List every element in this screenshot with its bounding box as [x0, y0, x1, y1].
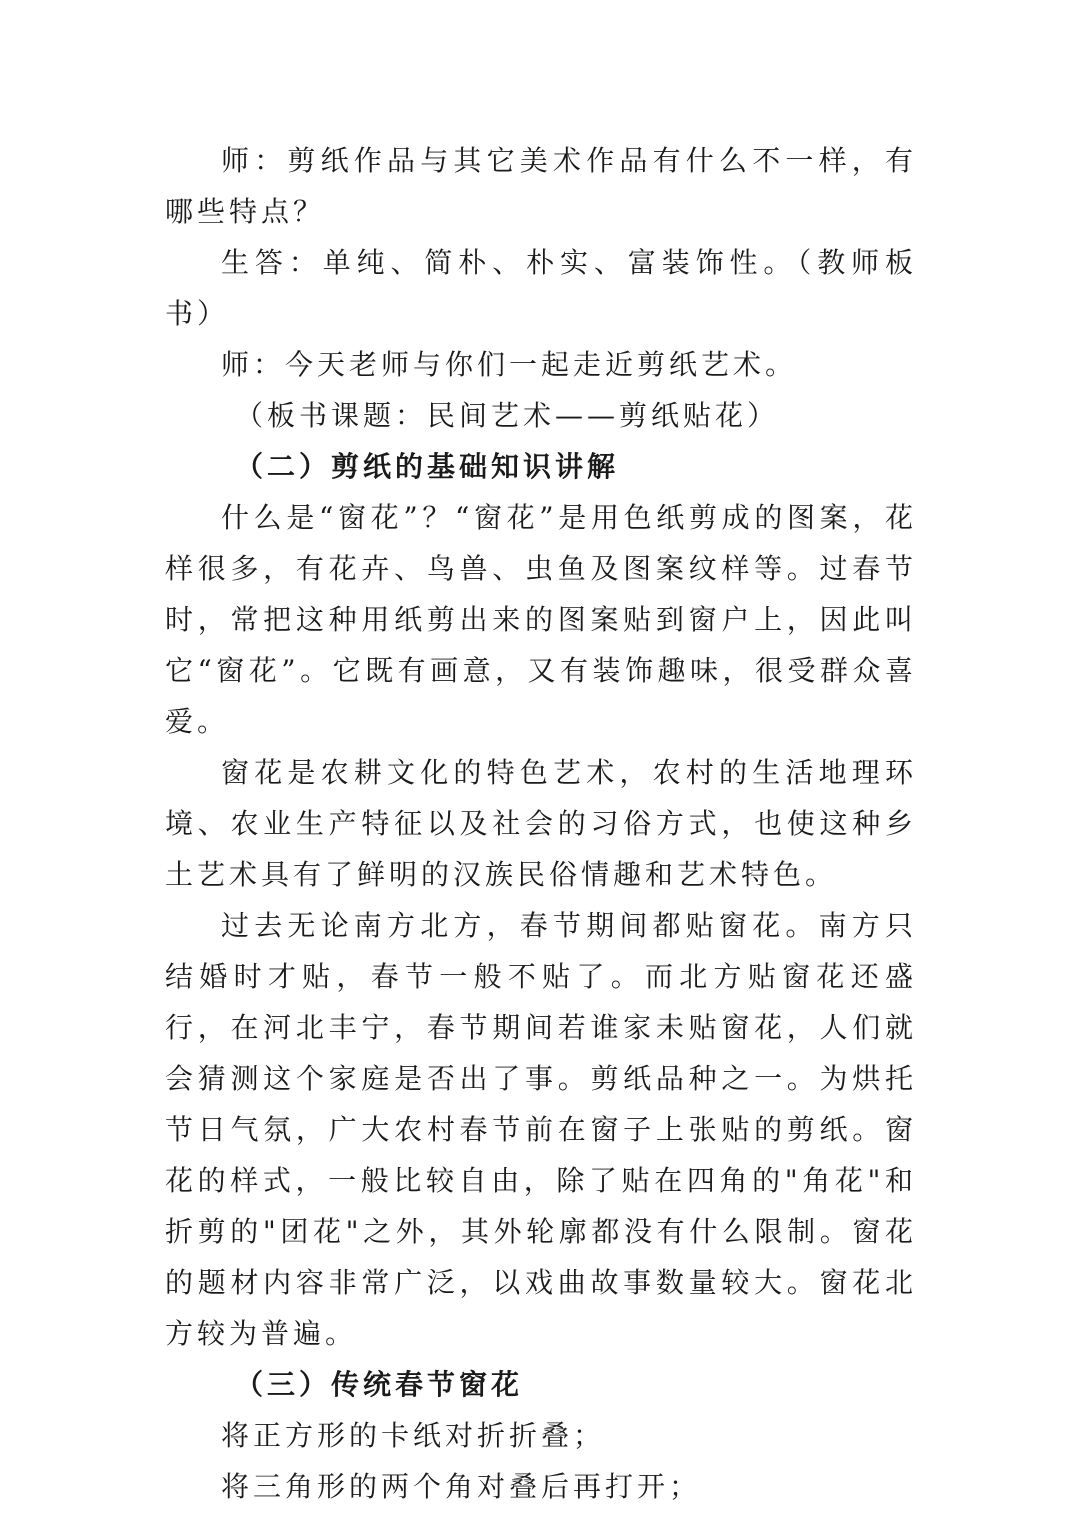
paragraph-board-title: （板书课题：民间艺术——剪纸贴花） [235, 399, 780, 432]
paragraph-step-corners: 将三角形的两个角对叠后再打开； [221, 1470, 702, 1503]
section-heading-traditional: （三）传统春节窗花 [235, 1368, 524, 1401]
paragraph-what-is-window-flower: 什么是“窗花”？“窗花”是用色纸剪成的图案，花样很多，有花卉、鸟兽、虫鱼及图案纹样等。过春节时，常把这种用纸剪出来的图案贴到窗户上，因此叫它“窗花”。它既有画意，又有装饰趣味，很受群众喜爱。 [165, 501, 917, 738]
paragraph-teacher-question: 师：剪纸作品与其它美术作品有什么不一样，有哪些特点？ [165, 144, 917, 228]
paragraph-teacher-intro: 师：今天老师与你们一起走近剪纸艺术。 [221, 348, 798, 381]
paragraph-history: 过去无论南方北方，春节期间都贴窗花。南方只结婚时才贴，春节一般不贴了。而北方贴窗花还盛行，在河北丰宁，春节期间若谁家未贴窗花，人们就会猜测这个家庭是否出了事。剪纸品种之一。为烘托节日气氛，广大农村春节前在窗子上张贴的剪纸。窗花的样式，一般比较自由，除了贴在四角的"角花"和折剪的"团花"之外，其外轮廓都没有什么限制。窗花的题材内容非常广泛，以戏曲故事数量较大。窗花北方较为普遍。 [165, 909, 917, 1350]
paragraph-farming-culture: 窗花是农耕文化的特色艺术，农村的生活地理环境、农业生产特征以及社会的习俗方式，也使这种乡土艺术具有了鲜明的汉族民俗情趣和艺术特色。 [165, 756, 917, 891]
document-body [165, 135, 917, 1512]
paragraph-student-answer: 生答：单纯、简朴、朴实、富装饰性。（教师板书） [165, 246, 917, 330]
paragraph-step-fold: 将正方形的卡纸对折折叠； [221, 1419, 606, 1452]
section-heading-basics: （二）剪纸的基础知识讲解 [235, 450, 620, 483]
